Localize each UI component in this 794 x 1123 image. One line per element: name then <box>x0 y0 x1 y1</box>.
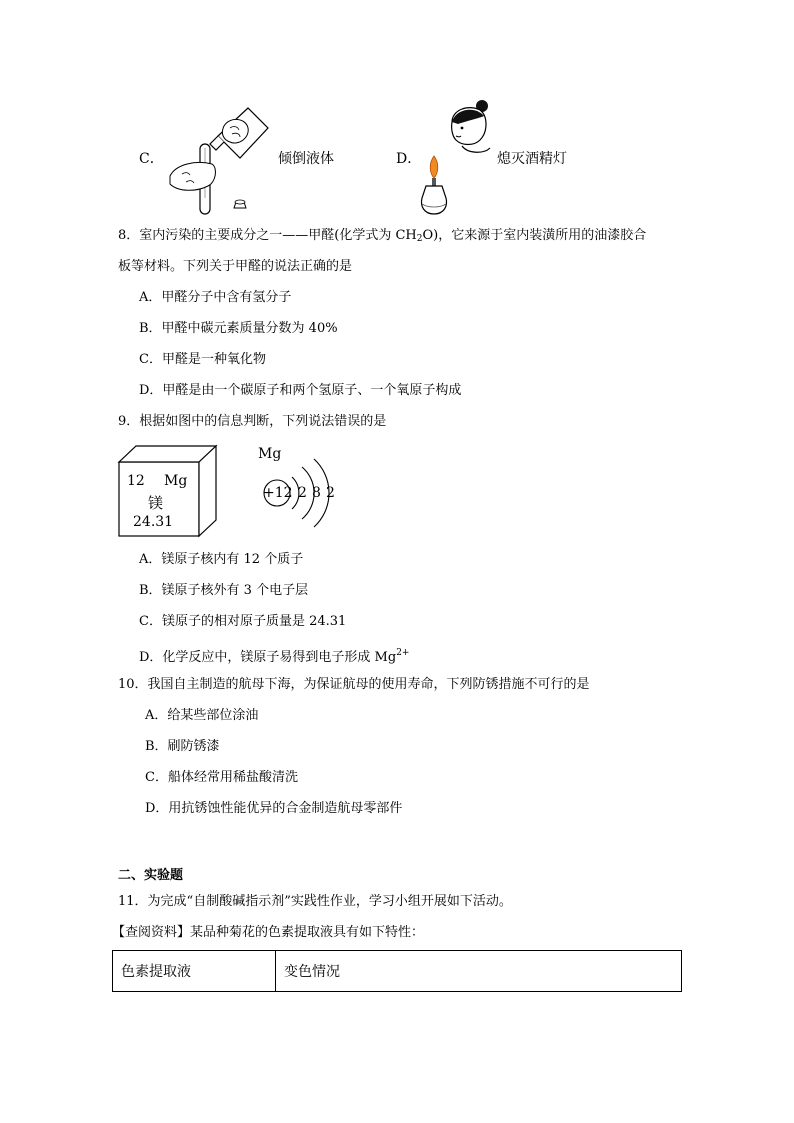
section-heading: 二、实验题 <box>118 868 184 883</box>
q10-stem: 10．我国自主制造的航母下海，为保证航母的使用寿命，下列防锈措施不可行的是 <box>118 677 590 692</box>
q10-option-d[interactable]: D．用抗锈蚀性能优异的合金制造航母零部件 <box>145 801 403 816</box>
shell-3-electrons: 2 <box>326 485 335 501</box>
q11-stem: 11．为完成“自制酸碱指示剂”实践性作业，学习小组开展如下活动。 <box>118 894 512 909</box>
q10-option-c[interactable]: C．船体经常用稀盐酸清洗 <box>145 770 298 785</box>
q8-option-a[interactable]: A．甲醛分子中含有氢分子 <box>139 290 292 305</box>
q8-option-c[interactable]: C．甲醛是一种氧化物 <box>139 352 266 367</box>
element-atomic-number: 12 <box>127 473 145 489</box>
element-symbol: Mg <box>164 473 188 489</box>
q9-option-a[interactable]: A．镁原子核内有 12 个质子 <box>139 552 304 567</box>
option-c-letter: C． <box>139 151 164 167</box>
option-d-caption: 熄灭酒精灯 <box>497 151 567 167</box>
element-atomic-mass: 24.31 <box>133 514 174 530</box>
pouring-liquid-illustration <box>160 98 270 218</box>
q10-option-b[interactable]: B．刷防锈漆 <box>145 739 220 754</box>
nucleus-charge: +12 <box>263 485 293 501</box>
atom-label: Mg <box>258 446 282 462</box>
q8-option-d[interactable]: D．甲醛是由一个碳原子和两个氢原子、一个氧原子构成 <box>139 383 462 398</box>
q9-option-c[interactable]: C．镁原子的相对原子质量是 24.31 <box>139 614 347 629</box>
option-d-letter: D． <box>396 151 422 167</box>
q9-option-d[interactable]: D．化学反应中，镁原子易得到电子形成 $Mg^{2+}$ <box>139 648 410 665</box>
table-row <box>113 951 682 992</box>
blowing-lamp-illustration <box>418 98 498 218</box>
option-c-caption: 倾倒液体 <box>278 151 334 167</box>
q8-option-b[interactable]: B．甲醛中碳元素质量分数为 40% <box>139 321 338 336</box>
table-header-cell: 色素提取液 <box>113 951 276 992</box>
element-name: 镁 <box>148 494 164 512</box>
indicator-table <box>112 950 682 992</box>
q10-option-a[interactable]: A．给某些部位涂油 <box>145 708 259 723</box>
table-header-cell: 变色情况 <box>276 951 682 992</box>
q11-material: 【查阅资料】某品种菊花的色素提取液具有如下特性： <box>112 925 425 940</box>
q9-option-b[interactable]: B．镁原子核外有 3 个电子层 <box>139 583 309 598</box>
q8-stem-line2: 板等材料。下列关于甲醛的说法正确的是 <box>118 259 353 274</box>
shell-2-electrons: 8 <box>312 485 321 501</box>
q9-stem: 9．根据如图中的信息判断，下列说法错误的是 <box>118 414 387 429</box>
q8-stem-line1: 8．室内污染的主要成分之一——甲醛(化学式为 $CH_2O$)，它来源于室内装潢所用的油漆胶合 <box>118 228 647 244</box>
shell-1-electrons: 2 <box>298 485 307 501</box>
